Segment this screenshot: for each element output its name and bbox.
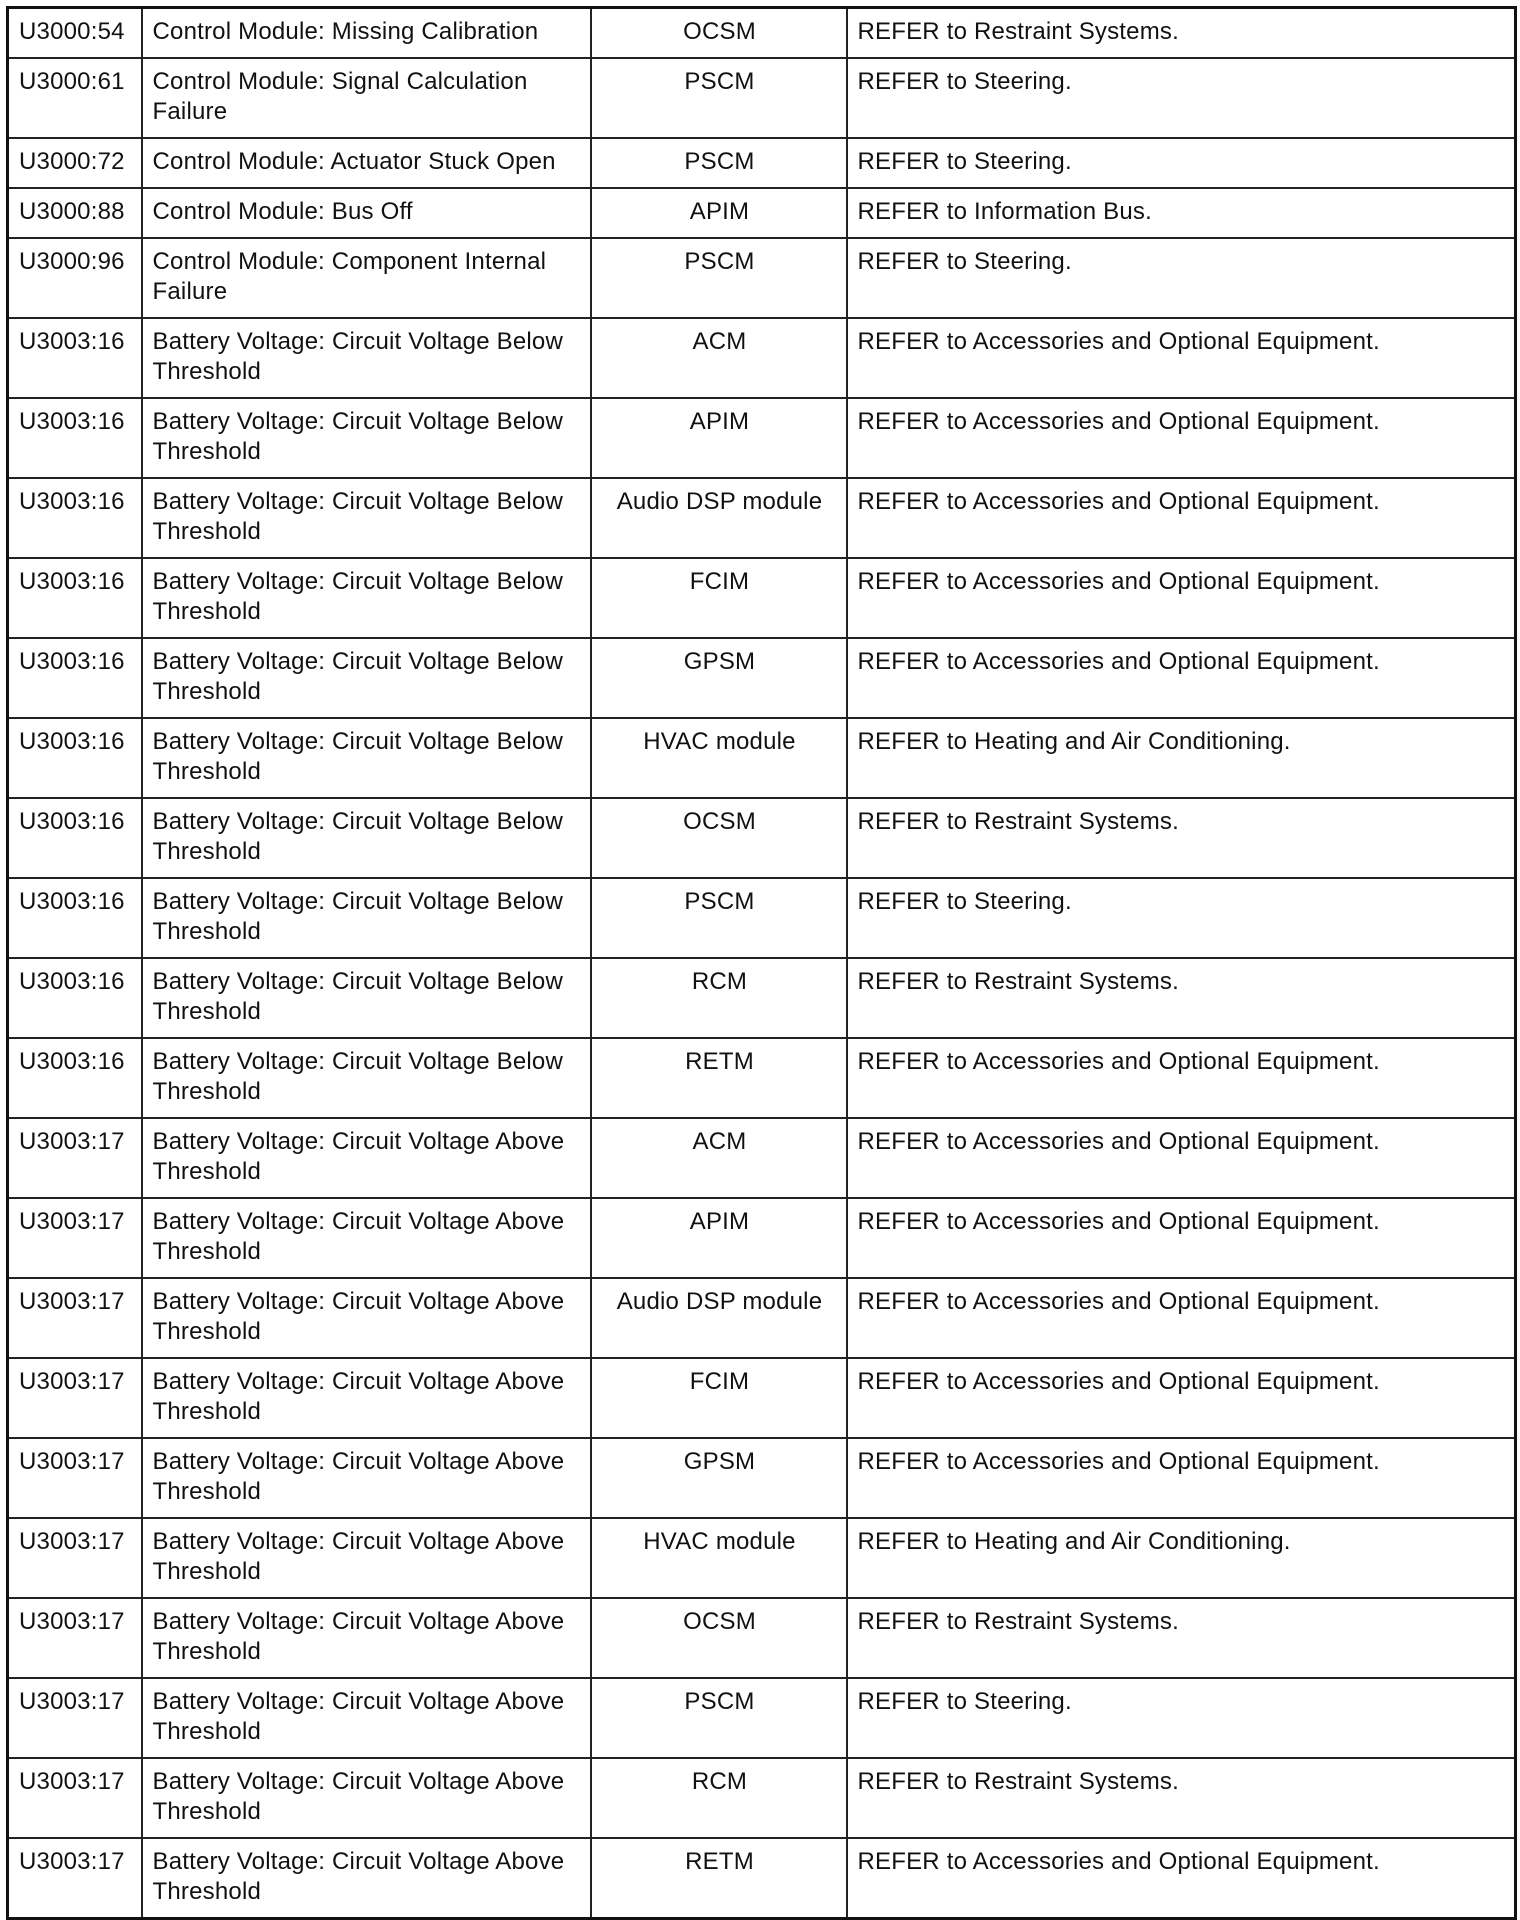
action-cell: REFER to Accessories and Optional Equipment. bbox=[847, 1198, 1516, 1278]
module-cell: ACM bbox=[591, 1118, 847, 1198]
dtc-code-cell: U3003:16 bbox=[8, 318, 142, 398]
table-row bbox=[8, 1678, 1516, 1758]
action-cell: REFER to Accessories and Optional Equipment. bbox=[847, 1038, 1516, 1118]
dtc-description-cell: Battery Voltage: Circuit Voltage Below Threshold bbox=[142, 478, 591, 558]
dtc-code-cell: U3003:16 bbox=[8, 798, 142, 878]
dtc-code-cell: U3000:54 bbox=[8, 8, 142, 59]
module-cell: GPSM bbox=[591, 638, 847, 718]
table-row bbox=[8, 1278, 1516, 1358]
table-row bbox=[8, 1358, 1516, 1438]
action-cell: REFER to Steering. bbox=[847, 878, 1516, 958]
dtc-description-cell: Battery Voltage: Circuit Voltage Below Threshold bbox=[142, 958, 591, 1038]
dtc-code-cell: U3003:17 bbox=[8, 1758, 142, 1838]
action-cell: REFER to Steering. bbox=[847, 1678, 1516, 1758]
action-cell: REFER to Steering. bbox=[847, 58, 1516, 138]
dtc-code-cell: U3003:16 bbox=[8, 718, 142, 798]
dtc-code-cell: U3003:16 bbox=[8, 558, 142, 638]
table-row bbox=[8, 638, 1516, 718]
dtc-description-cell: Battery Voltage: Circuit Voltage Above Threshold bbox=[142, 1678, 591, 1758]
module-cell: PSCM bbox=[591, 138, 847, 188]
action-cell: REFER to Accessories and Optional Equipment. bbox=[847, 1118, 1516, 1198]
dtc-description-cell: Battery Voltage: Circuit Voltage Above Threshold bbox=[142, 1118, 591, 1198]
table-row bbox=[8, 1838, 1516, 1919]
dtc-description-cell: Control Module: Actuator Stuck Open bbox=[142, 138, 591, 188]
module-cell: GPSM bbox=[591, 1438, 847, 1518]
dtc-description-cell: Battery Voltage: Circuit Voltage Below Threshold bbox=[142, 878, 591, 958]
dtc-document bbox=[6, 6, 1514, 1920]
action-cell: REFER to Restraint Systems. bbox=[847, 958, 1516, 1038]
dtc-description-cell: Control Module: Bus Off bbox=[142, 188, 591, 238]
action-cell: REFER to Restraint Systems. bbox=[847, 8, 1516, 59]
table-row bbox=[8, 558, 1516, 638]
module-cell: FCIM bbox=[591, 1358, 847, 1438]
dtc-code-cell: U3003:16 bbox=[8, 878, 142, 958]
dtc-description-cell: Control Module: Missing Calibration bbox=[142, 8, 591, 59]
dtc-code-cell: U3000:96 bbox=[8, 238, 142, 318]
table-row bbox=[8, 1198, 1516, 1278]
dtc-code-cell: U3003:17 bbox=[8, 1358, 142, 1438]
table-row bbox=[8, 398, 1516, 478]
dtc-description-cell: Battery Voltage: Circuit Voltage Below Threshold bbox=[142, 558, 591, 638]
dtc-code-cell: U3000:88 bbox=[8, 188, 142, 238]
dtc-code-cell: U3003:16 bbox=[8, 398, 142, 478]
action-cell: REFER to Heating and Air Conditioning. bbox=[847, 1518, 1516, 1598]
action-cell: REFER to Accessories and Optional Equipment. bbox=[847, 558, 1516, 638]
dtc-description-cell: Control Module: Signal Calculation Failure bbox=[142, 58, 591, 138]
table-row bbox=[8, 958, 1516, 1038]
dtc-description-cell: Battery Voltage: Circuit Voltage Below Threshold bbox=[142, 718, 591, 798]
dtc-code-cell: U3000:61 bbox=[8, 58, 142, 138]
table-row bbox=[8, 1118, 1516, 1198]
action-cell: REFER to Accessories and Optional Equipment. bbox=[847, 1278, 1516, 1358]
dtc-code-cell: U3003:16 bbox=[8, 958, 142, 1038]
dtc-description-cell: Battery Voltage: Circuit Voltage Above Threshold bbox=[142, 1598, 591, 1678]
table-row bbox=[8, 798, 1516, 878]
dtc-description-cell: Battery Voltage: Circuit Voltage Below Threshold bbox=[142, 1038, 591, 1118]
dtc-code-cell: U3003:16 bbox=[8, 1038, 142, 1118]
dtc-code-cell: U3003:17 bbox=[8, 1438, 142, 1518]
table-row bbox=[8, 1598, 1516, 1678]
module-cell: APIM bbox=[591, 1198, 847, 1278]
dtc-code-cell: U3003:17 bbox=[8, 1518, 142, 1598]
dtc-table-body bbox=[8, 8, 1516, 1919]
module-cell: PSCM bbox=[591, 58, 847, 138]
module-cell: Audio DSP module bbox=[591, 478, 847, 558]
action-cell: REFER to Accessories and Optional Equipment. bbox=[847, 1358, 1516, 1438]
module-cell: RETM bbox=[591, 1038, 847, 1118]
dtc-table bbox=[6, 6, 1517, 1920]
module-cell: OCSM bbox=[591, 8, 847, 59]
module-cell: HVAC module bbox=[591, 1518, 847, 1598]
table-row bbox=[8, 8, 1516, 59]
module-cell: ACM bbox=[591, 318, 847, 398]
table-row bbox=[8, 238, 1516, 318]
dtc-description-cell: Battery Voltage: Circuit Voltage Below Threshold bbox=[142, 798, 591, 878]
table-row bbox=[8, 878, 1516, 958]
dtc-description-cell: Battery Voltage: Circuit Voltage Below Threshold bbox=[142, 398, 591, 478]
dtc-code-cell: U3003:17 bbox=[8, 1838, 142, 1919]
action-cell: REFER to Heating and Air Conditioning. bbox=[847, 718, 1516, 798]
module-cell: APIM bbox=[591, 398, 847, 478]
dtc-description-cell: Battery Voltage: Circuit Voltage Above Threshold bbox=[142, 1278, 591, 1358]
table-row bbox=[8, 478, 1516, 558]
table-row bbox=[8, 1438, 1516, 1518]
module-cell: PSCM bbox=[591, 878, 847, 958]
action-cell: REFER to Information Bus. bbox=[847, 188, 1516, 238]
dtc-description-cell: Battery Voltage: Circuit Voltage Below Threshold bbox=[142, 318, 591, 398]
module-cell: FCIM bbox=[591, 558, 847, 638]
dtc-description-cell: Battery Voltage: Circuit Voltage Above Threshold bbox=[142, 1518, 591, 1598]
dtc-description-cell: Battery Voltage: Circuit Voltage Above Threshold bbox=[142, 1198, 591, 1278]
action-cell: REFER to Restraint Systems. bbox=[847, 1758, 1516, 1838]
action-cell: REFER to Steering. bbox=[847, 238, 1516, 318]
module-cell: HVAC module bbox=[591, 718, 847, 798]
action-cell: REFER to Accessories and Optional Equipment. bbox=[847, 478, 1516, 558]
table-row bbox=[8, 188, 1516, 238]
dtc-code-cell: U3003:17 bbox=[8, 1598, 142, 1678]
action-cell: REFER to Accessories and Optional Equipment. bbox=[847, 1838, 1516, 1919]
table-row bbox=[8, 1518, 1516, 1598]
table-row bbox=[8, 1758, 1516, 1838]
dtc-code-cell: U3003:16 bbox=[8, 478, 142, 558]
module-cell: RCM bbox=[591, 958, 847, 1038]
module-cell: RETM bbox=[591, 1838, 847, 1919]
dtc-code-cell: U3003:17 bbox=[8, 1118, 142, 1198]
table-row bbox=[8, 318, 1516, 398]
dtc-code-cell: U3003:17 bbox=[8, 1198, 142, 1278]
dtc-code-cell: U3003:17 bbox=[8, 1678, 142, 1758]
action-cell: REFER to Accessories and Optional Equipment. bbox=[847, 318, 1516, 398]
module-cell: RCM bbox=[591, 1758, 847, 1838]
dtc-description-cell: Control Module: Component Internal Failure bbox=[142, 238, 591, 318]
table-row bbox=[8, 1038, 1516, 1118]
module-cell: APIM bbox=[591, 188, 847, 238]
dtc-description-cell: Battery Voltage: Circuit Voltage Above Threshold bbox=[142, 1838, 591, 1919]
dtc-code-cell: U3000:72 bbox=[8, 138, 142, 188]
action-cell: REFER to Accessories and Optional Equipment. bbox=[847, 1438, 1516, 1518]
module-cell: Audio DSP module bbox=[591, 1278, 847, 1358]
dtc-description-cell: Battery Voltage: Circuit Voltage Below Threshold bbox=[142, 638, 591, 718]
table-row bbox=[8, 718, 1516, 798]
module-cell: OCSM bbox=[591, 1598, 847, 1678]
dtc-description-cell: Battery Voltage: Circuit Voltage Above Threshold bbox=[142, 1758, 591, 1838]
action-cell: REFER to Accessories and Optional Equipment. bbox=[847, 398, 1516, 478]
module-cell: PSCM bbox=[591, 1678, 847, 1758]
module-cell: OCSM bbox=[591, 798, 847, 878]
action-cell: REFER to Steering. bbox=[847, 138, 1516, 188]
module-cell: PSCM bbox=[591, 238, 847, 318]
action-cell: REFER to Restraint Systems. bbox=[847, 798, 1516, 878]
action-cell: REFER to Restraint Systems. bbox=[847, 1598, 1516, 1678]
dtc-code-cell: U3003:16 bbox=[8, 638, 142, 718]
action-cell: REFER to Accessories and Optional Equipment. bbox=[847, 638, 1516, 718]
dtc-description-cell: Battery Voltage: Circuit Voltage Above Threshold bbox=[142, 1358, 591, 1438]
table-row bbox=[8, 58, 1516, 138]
dtc-code-cell: U3003:17 bbox=[8, 1278, 142, 1358]
table-row bbox=[8, 138, 1516, 188]
dtc-description-cell: Battery Voltage: Circuit Voltage Above Threshold bbox=[142, 1438, 591, 1518]
